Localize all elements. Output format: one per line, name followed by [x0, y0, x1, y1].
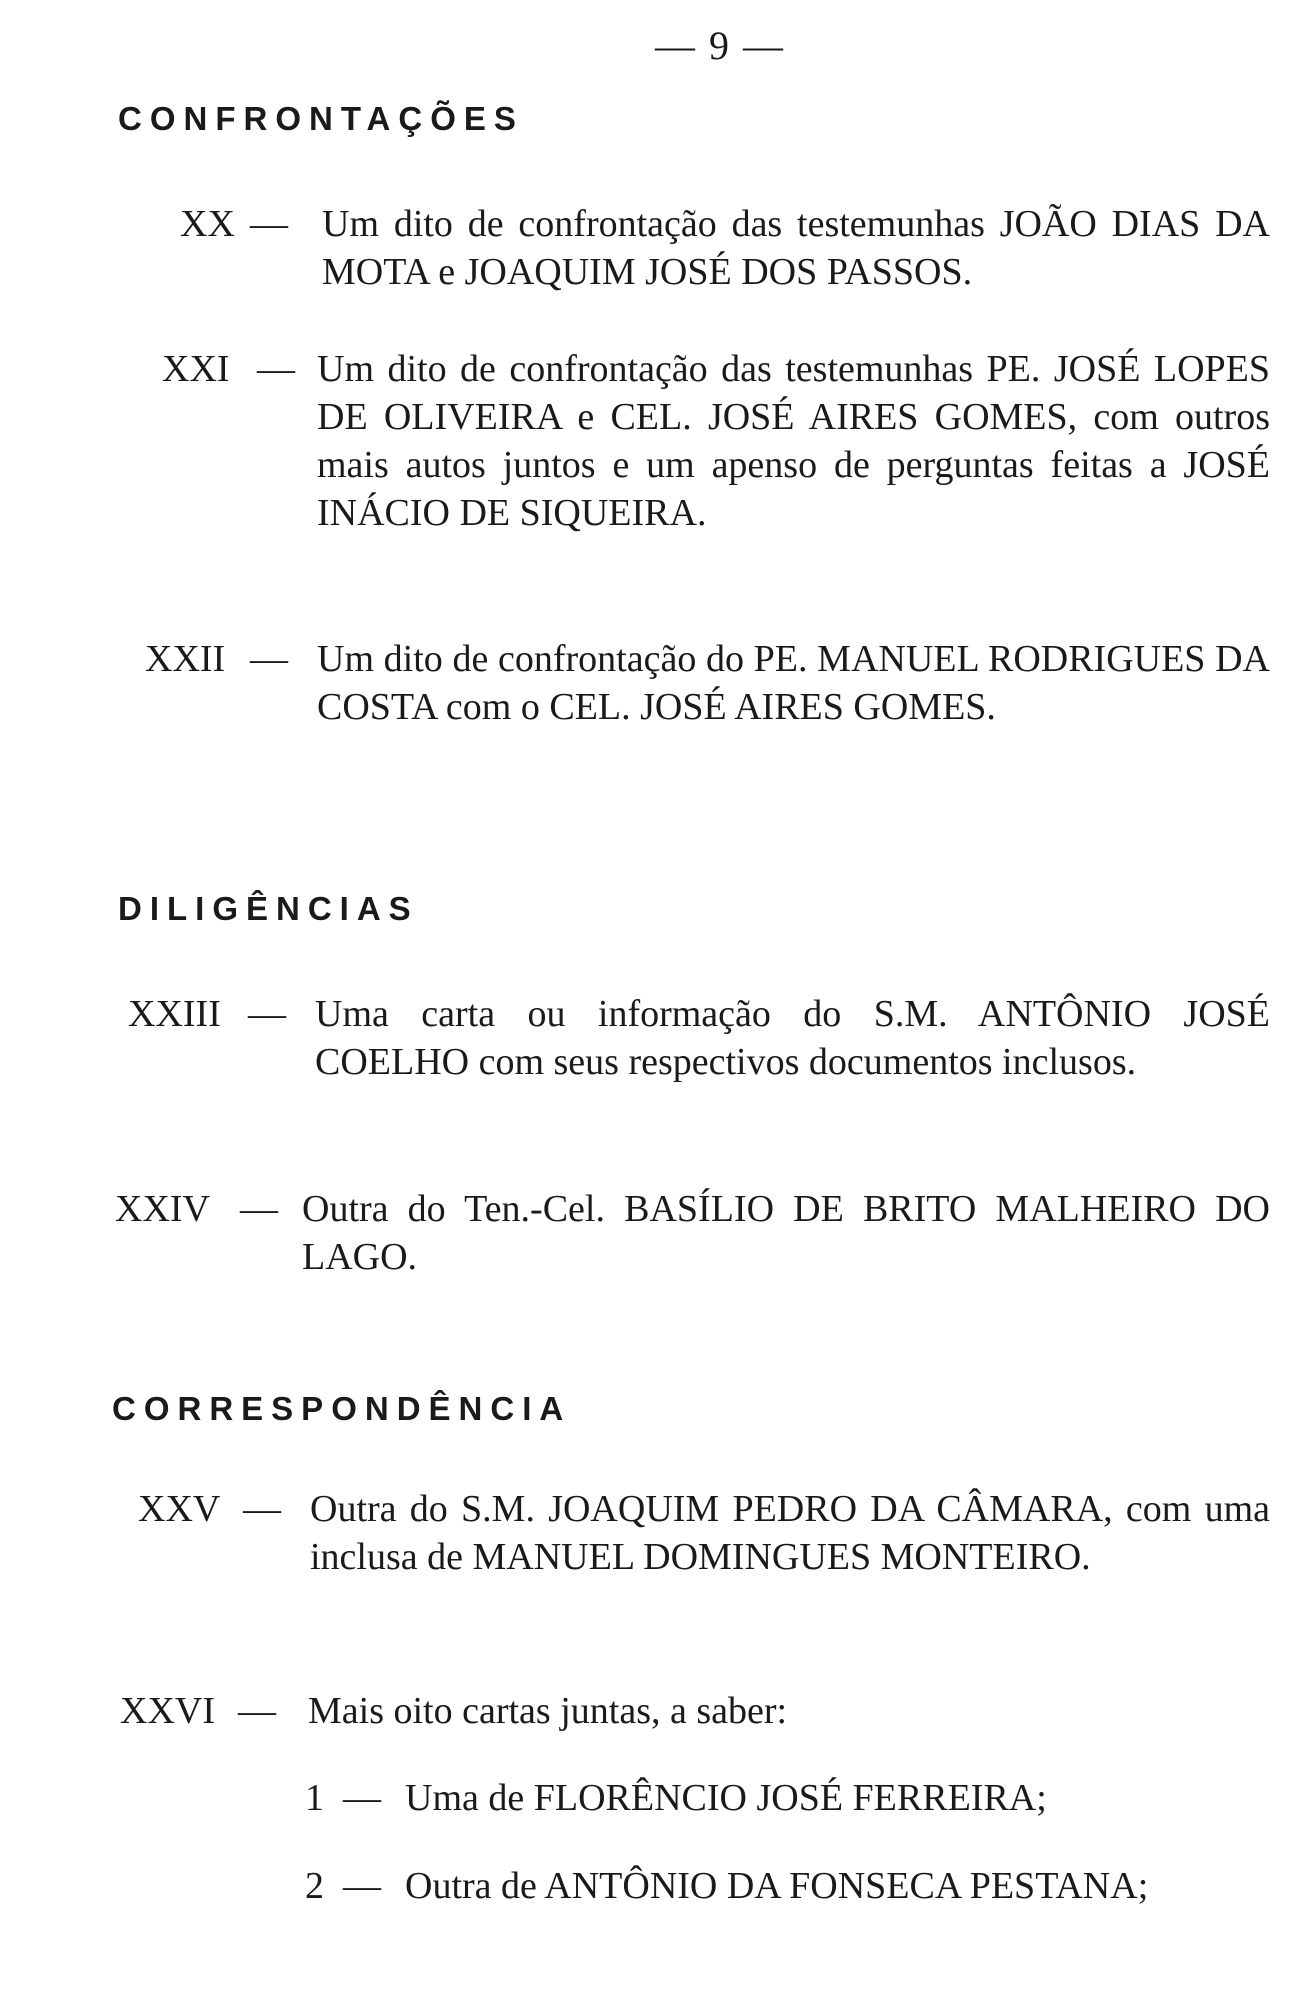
entry-text: Outra do S.M. JOAQUIM PEDRO DA CÂMARA, com uma inclusa de MANUEL DOMINGUES MONTEIRO. — [310, 1488, 1270, 1578]
sub-item-dash: — — [343, 1777, 381, 1819]
entry-dash: — — [238, 1690, 276, 1732]
entry-text: Outra do Ten.-Cel. BASÍLIO DE BRITO MALHEIRO DO LAGO. — [302, 1188, 1270, 1278]
entry-number: XXI — [162, 348, 230, 390]
entry-xxiv — [115, 1185, 1270, 1281]
entry-text: Um dito de confrontação do PE. MANUEL RODRIGUES DA COSTA com o CEL. JOSÉ AIRES GOMES. — [317, 638, 1270, 728]
entry-number: XXIV — [115, 1188, 210, 1230]
sub-item-number: 2 — [305, 1865, 324, 1907]
entry-text: Um dito de confrontação das testemunhas PE. JOSÉ LOPES DE OLIVEIRA e CEL. JOSÉ AIRES GOMES, com outros mais autos juntos e um apenso de perguntas feitas a JOSÉ INÁCIO DE SIQUEIRA. — [317, 348, 1270, 534]
sub-item-dash: — — [343, 1865, 381, 1907]
sub-item-2 — [305, 1862, 1270, 1958]
entry-number: XXV — [138, 1488, 221, 1530]
sub-item-text: Uma de FLORÊNCIO JOSÉ FERREIRA; — [405, 1777, 1047, 1819]
section-heading-correspondencia: CORRESPONDÊNCIA — [112, 1390, 572, 1427]
entry-xxvi — [120, 1687, 1270, 1735]
entry-dash: — — [240, 1188, 278, 1230]
entry-text: Um dito de confrontação das testemunhas JOÃO DIAS DA MOTA e JOAQUIM JOSÉ DOS PASSOS. — [322, 203, 1270, 293]
section-heading-confrontacoes: CONFRONTAÇÕES — [118, 100, 524, 137]
entry-text: Uma carta ou informação do S.M. ANTÔNIO JOSÉ COELHO com seus respectivos documentos inclusos. — [315, 993, 1270, 1083]
page-number: — 9 — — [655, 23, 785, 68]
sub-item-number: 1 — [305, 1777, 324, 1819]
entry-number: XXVI — [120, 1690, 215, 1732]
entry-xxv — [138, 1485, 1270, 1629]
entry-dash: — — [250, 638, 288, 680]
entry-dash: — — [257, 348, 295, 390]
entry-dash: — — [243, 1488, 281, 1530]
entry-dash: — — [248, 993, 286, 1035]
entry-xx — [180, 200, 1270, 296]
entry-xxii — [145, 635, 1270, 779]
entry-xxi — [162, 345, 1270, 585]
entry-xxiii — [128, 990, 1270, 1134]
entry-number: XXIII — [128, 993, 221, 1035]
sub-item-text: Outra de ANTÔNIO DA FONSECA PESTANA; — [405, 1865, 1149, 1907]
section-heading-diligencias: DILIGÊNCIAS — [118, 890, 419, 927]
entry-dash: — — [250, 203, 288, 245]
entry-number: XX — [180, 203, 235, 245]
entry-text: Mais oito cartas juntas, a saber: — [308, 1690, 788, 1732]
sub-item-1 — [305, 1774, 1270, 1822]
entry-number: XXII — [145, 638, 226, 680]
